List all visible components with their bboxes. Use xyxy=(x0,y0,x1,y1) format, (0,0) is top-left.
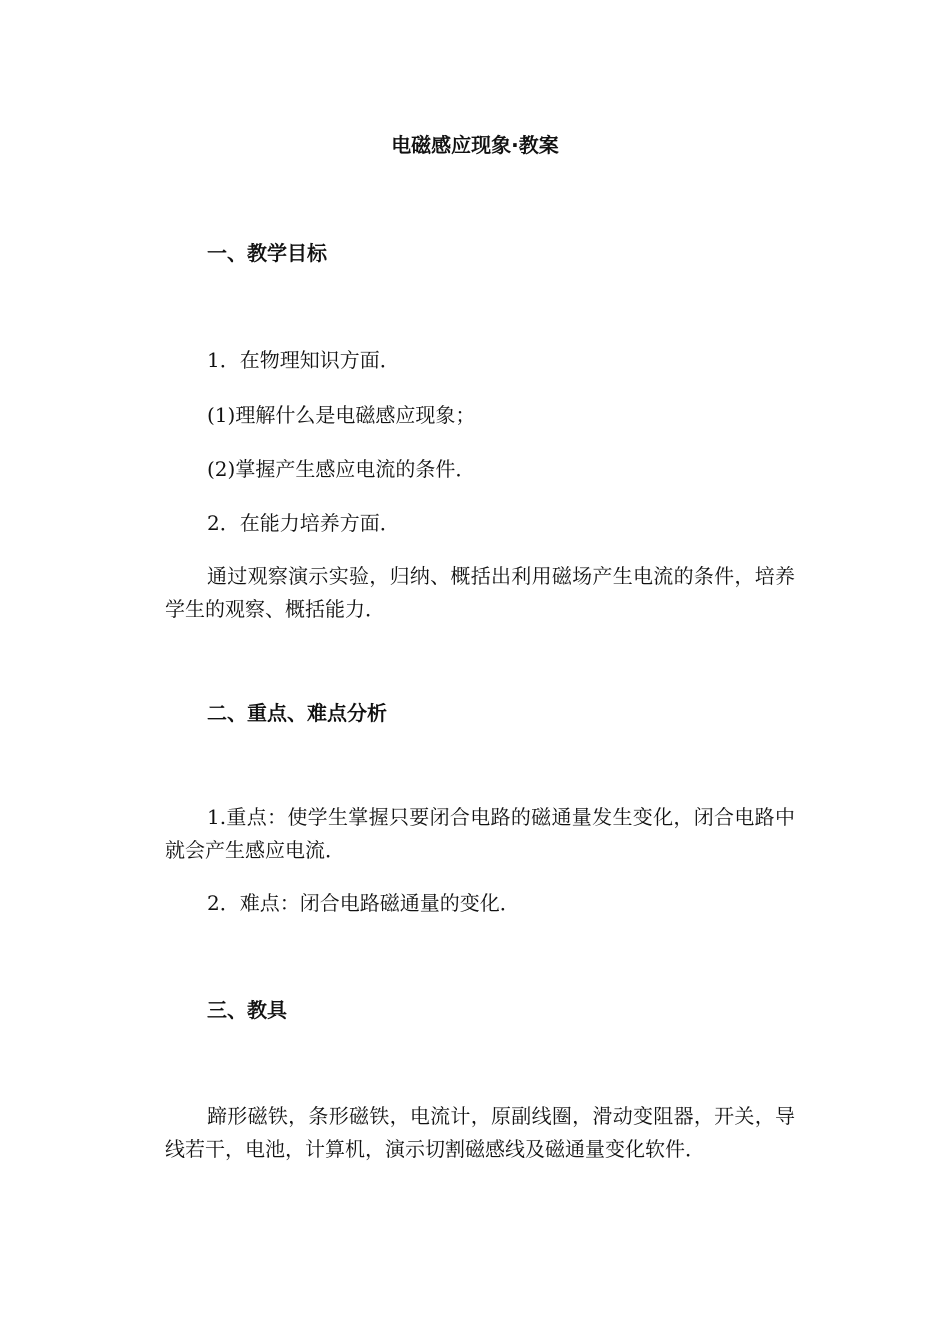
section-heading-teaching-aids: 三、教具 xyxy=(207,998,287,1022)
section-heading-objectives: 一、教学目标 xyxy=(207,241,327,265)
teaching-aids-paragraph: 蹄形磁铁，条形磁铁，电流计，原副线圈，滑动变阻器，开关，导线若干，电池，计算机，演示切割磁感线及磁通量变化软件． xyxy=(165,1104,795,1161)
objective-item: 2．在能力培养方面． xyxy=(207,511,400,535)
objective-item: (2)掌握产生感应电流的条件． xyxy=(207,457,476,481)
objective-item: (1)理解什么是电磁感应现象； xyxy=(207,403,476,427)
section-heading-key-points: 二、重点、难点分析 xyxy=(207,701,387,725)
objective-item: 1．在物理知识方面． xyxy=(207,348,400,372)
key-point-item: 2．难点：闭合电路磁通量的变化． xyxy=(207,891,520,915)
document-title: 电磁感应现象·教案 xyxy=(391,133,559,157)
objective-paragraph: 通过观察演示实验，归纳、概括出利用磁场产生电流的条件，培养学生的观察、概括能力． xyxy=(165,564,795,621)
key-point-paragraph: 1.重点：使学生掌握只要闭合电路的磁通量发生变化，闭合电路中就会产生感应电流． xyxy=(165,805,795,862)
